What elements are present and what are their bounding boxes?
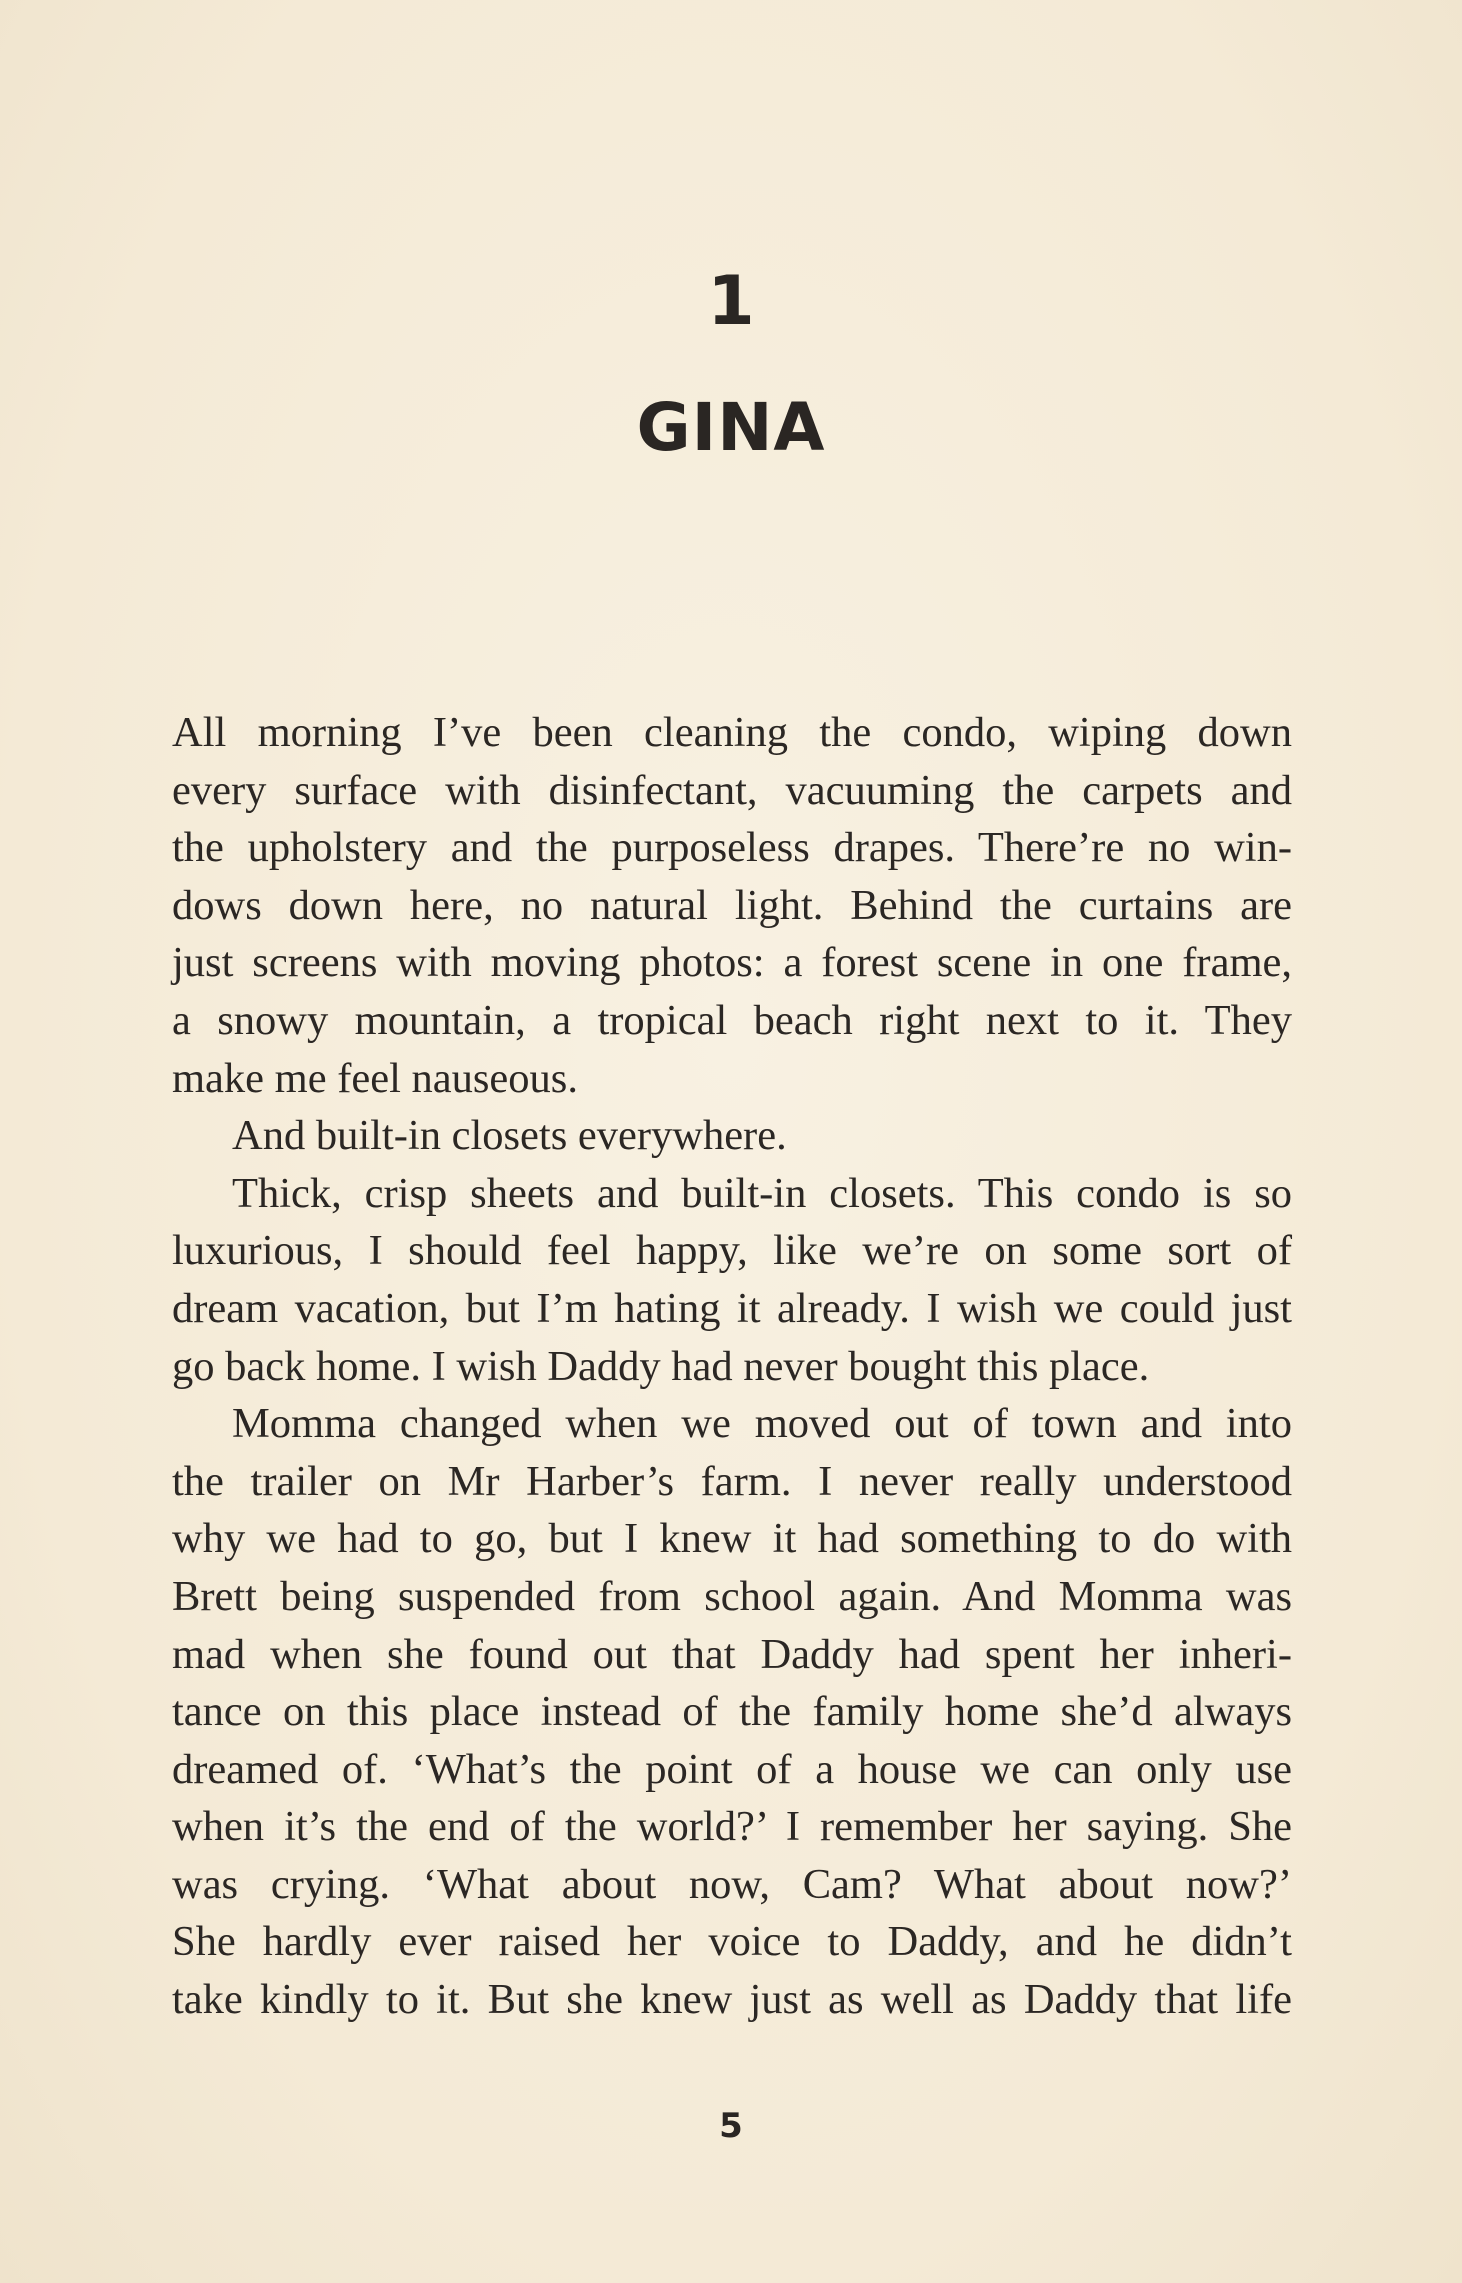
text-line: dream vacation, but I’m hating it already. I wish we could just <box>172 1284 1292 1332</box>
text-line: the trailer on Mr Harber’s farm. I never really understood <box>172 1457 1292 1505</box>
text-line: mad when she found out that Daddy had spent her inheri- <box>172 1630 1292 1678</box>
text-line: was crying. ‘What about now, Cam? What about now?’ <box>172 1860 1292 1908</box>
paragraph <box>172 1165 1292 1395</box>
paragraph <box>172 1395 1292 2029</box>
paragraph <box>172 704 1292 1107</box>
text-line: Brett being suspended from school again. And Momma was <box>172 1572 1292 1620</box>
text-line: make me feel nauseous. <box>172 1054 578 1102</box>
text-line: why we had to go, but I knew it had something to do with <box>172 1515 1292 1563</box>
text-line: when it’s the end of the world?’ I remember her saying. She <box>172 1803 1292 1851</box>
text-line: take kindly to it. But she knew just as well as Daddy that life <box>172 1976 1292 2024</box>
text-line: tance on this place instead of the family home she’d always <box>172 1688 1292 1736</box>
text-line: just screens with moving photos: a forest scene in one frame, <box>172 939 1292 987</box>
text-line: every surface with disinfectant, vacuuming the carpets and <box>172 766 1292 814</box>
chapter-body <box>172 704 1292 2029</box>
paragraph <box>172 1107 1292 1165</box>
text-line: dreamed of. ‘What’s the point of a house we can only use <box>172 1745 1292 1793</box>
page-number: 5 <box>719 2106 743 2146</box>
text-line: All morning I’ve been cleaning the condo, wiping down <box>172 709 1292 756</box>
text-line: luxurious, I should feel happy, like we’re on some sort of <box>172 1227 1292 1275</box>
text-line: the upholstery and the purposeless drapes. There’re no win- <box>172 824 1292 872</box>
chapter-number: 1 <box>707 262 755 341</box>
text-line: And built-in closets everywhere. <box>232 1112 787 1160</box>
text-line: Thick, crisp sheets and built-in closets. This condo is so <box>232 1169 1292 1217</box>
text-line: dows down here, no natural light. Behind the curtains are <box>172 881 1292 929</box>
chapter-title: GINA <box>636 389 826 466</box>
text-line: She hardly ever raised her voice to Daddy, and he didn’t <box>172 1918 1292 1966</box>
text-line: Momma changed when we moved out of town and into <box>232 1400 1292 1448</box>
text-line: a snowy mountain, a tropical beach right next to it. They <box>172 996 1292 1044</box>
text-line: go back home. I wish Daddy had never bought this place. <box>172 1342 1150 1390</box>
